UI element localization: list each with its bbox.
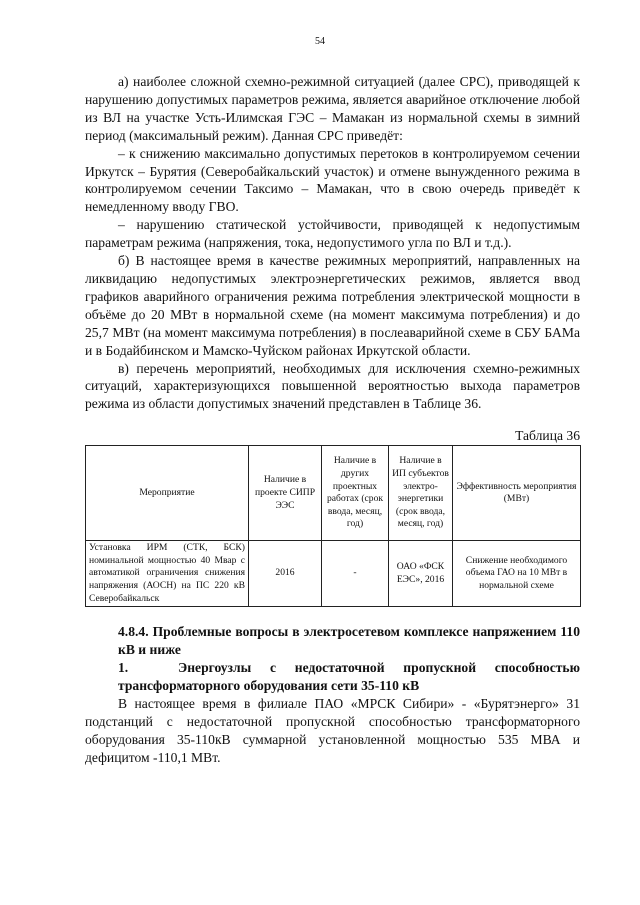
- section-heading: [85, 623, 580, 659]
- subsection-number: 1.: [118, 660, 129, 675]
- cell-in-other: -: [322, 541, 389, 607]
- table-row: [86, 541, 581, 607]
- header-measure: Мероприятие: [86, 446, 249, 541]
- cell-in-ip: ОАО «ФСК ЕЭС», 2016: [389, 541, 453, 607]
- header-in-project: Наличие в проекте СИПР ЭЭС: [249, 446, 322, 541]
- table-caption: Таблица 36: [515, 428, 580, 444]
- header-in-other: Наличие в других проектных работах (срок ввода, месяц, год): [322, 446, 389, 541]
- section-number: 4.8.4.: [118, 624, 149, 640]
- section-title: Проблемные вопросы в электросетевом комплексе напряжением 110 кВ и ниже: [118, 624, 581, 658]
- paragraph-b: б) В настоящее время в качестве режимных мероприятий, направленных на ликвидацию недопустимых электроэнергетических режимов, является ввод графиков аварийного ограничения режима потребления электрической мощности в объёме до 20 МВт в нормальной схеме (на момент максимума потребления) и до 25,7 МВт (на момент максимума потребления) в послеаварийной схеме в СБУ БАМа и в Бодайбинском и Мамско-Чуйском районах Иркутской области.: [85, 253, 580, 358]
- subsection-heading: [85, 659, 580, 695]
- cell-efficiency: Снижение необходимого объема ГАО на 10 МВт в нормальной схеме: [453, 541, 581, 607]
- paragraph-a: а) наиболее сложной схемно-режимной ситуацией (далее СРС), приводящей к нарушению допустимых параметров режима, является аварийное отключение любой из ВЛ на участке Усть-Илимская ГЭС – Мамакан из нормальной схемы в зимний период (максимальный режим). Данная СРС приведёт:: [85, 74, 580, 143]
- paragraph-v: в) перечень мероприятий, необходимых для исключения схемно-режимных ситуаций, характеризующихся повышенной вероятностью выхода параметров режима из области допустимых значений представлен в Таблице 36.: [85, 360, 580, 412]
- measures-table: [85, 445, 581, 607]
- page-content: [85, 73, 580, 766]
- cell-measure: Установка ИРМ (СТК, БСК) номинальной мощностью 40 Мвар с автоматикой ограничения снижения напряжения (АОСН) на ПС 220 кВ Северобайкальск: [86, 541, 249, 607]
- header-in-ip: Наличие в ИП субъектов электро-энергетики (срок ввода, месяц, год): [389, 446, 453, 541]
- header-efficiency: Эффективность мероприятия (МВт): [453, 446, 581, 541]
- final-paragraph: В настоящее время в филиале ПАО «МРСК Сибири» - «Бурятэнерго» 31 подстанций с недостаточной пропускной способностью трансформаторного оборудования 35-110кВ суммарной установленной мощностью 535 МВА и дефицитом -110,1 МВт.: [85, 695, 580, 765]
- paragraph-dash-1: – к снижению максимально допустимых перетоков в контролируемом сечении Иркутск – Бурятия (Северобайкальский участок) и отмене вынужденного режима в контролируемом сечении Таксимо – Мамакан, что в свою очередь приведёт к немедленному вводу ГВО.: [85, 145, 580, 215]
- cell-in-project: 2016: [249, 541, 322, 607]
- paragraph-dash-2: – нарушению статической устойчивости, приводящей к недопустимым параметрам режима (напряжения, тока, недопустимого угла по ВЛ и т.д.).: [85, 217, 580, 251]
- page-number: 54: [315, 36, 325, 47]
- table-header-row: [86, 446, 581, 541]
- subsection-title: Энергоузлы с недостаточной пропускной способностью трансформаторного оборудования сети 35-110 кВ: [118, 660, 580, 693]
